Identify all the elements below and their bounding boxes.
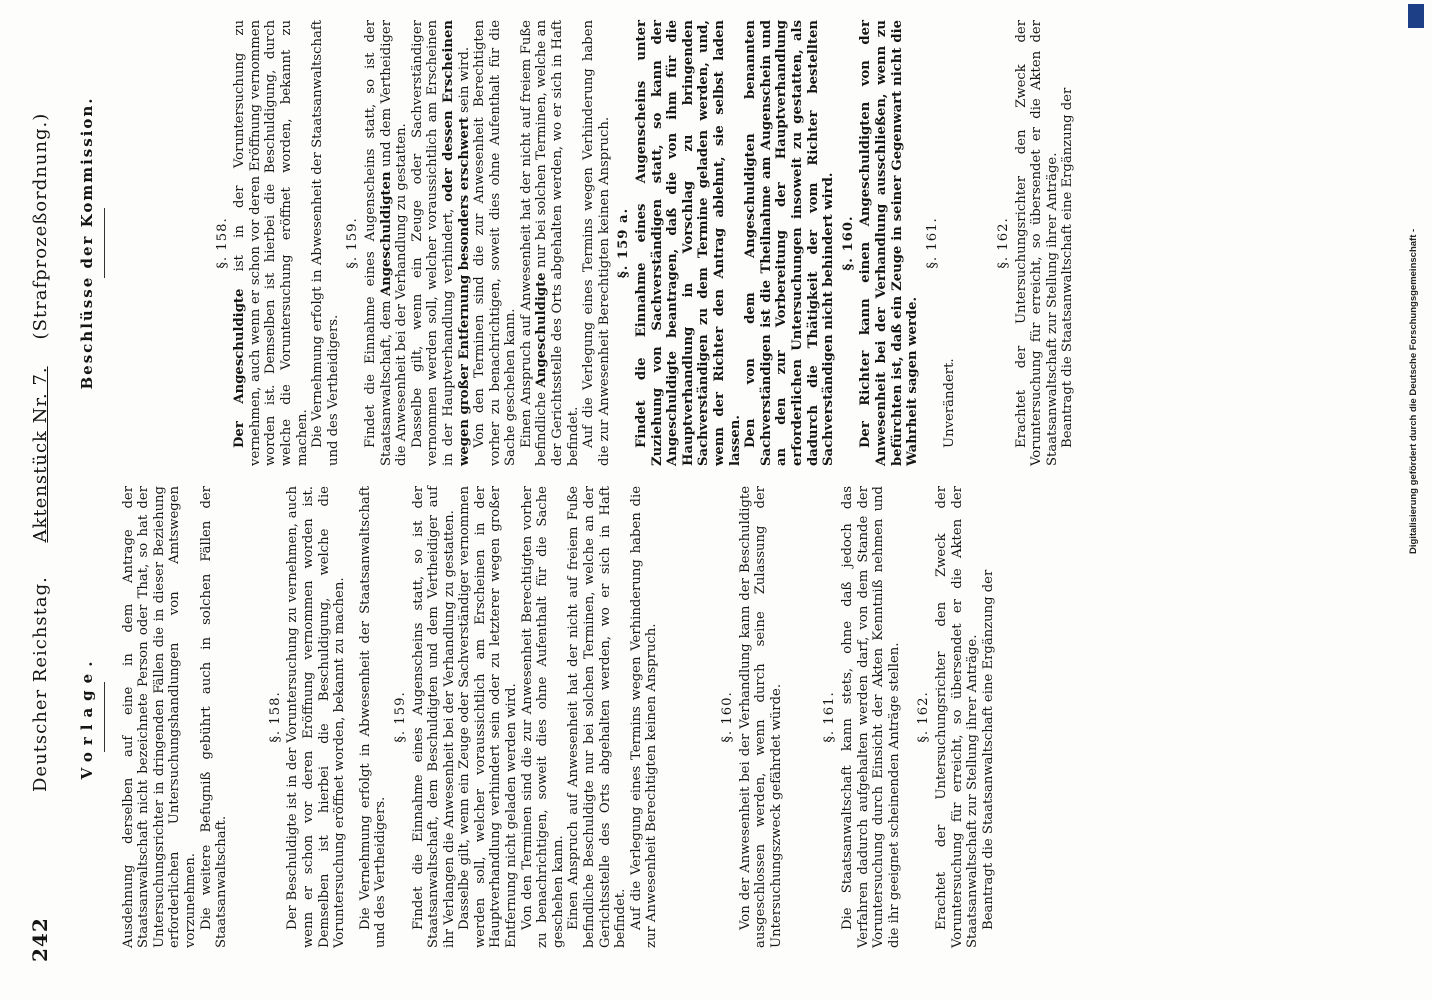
column-vorlage xyxy=(80,486,996,948)
emphasis: Der Angeschuldigte xyxy=(232,288,248,448)
emphasis: Angeschuldigte xyxy=(534,272,550,388)
paragraph: Der Richter kann einen Angeschuldigten von der Anwesenheit bei der Verhandlung ausschließen, wenn zu befürchten ist, daß ein Zeuge in seiner Gegenwart nicht die Wahrheit sagen werde. xyxy=(858,20,921,466)
paragraph: Dasselbe gilt, wenn ein Zeuge oder Sachverständiger vernommen werden soll, welcher voraussichtlich am Erscheinen in der Hauptverhandlung verhindert sein oder zu letzterer wegen großer Entfernung nicht geladen werden wird. xyxy=(457,486,520,948)
section-title: §. 160. xyxy=(840,215,856,271)
attachment-number: Aktenstück Nr. 7. xyxy=(30,366,51,543)
column-heading-kommission: Beschlüsse der Kommission. xyxy=(78,96,96,390)
column-heading-vorlage: Vorlage. xyxy=(78,654,96,780)
heading-rule xyxy=(104,208,105,278)
section-title: §. 159. xyxy=(392,691,408,743)
paragraph: Die Vernehmung erfolgt in Abwesenheit der Staatsanwaltschaft und des Vertheidigers. xyxy=(357,486,389,948)
emphasis: oder dessen Erscheinen wegen großer Entfernung besonders erschwert xyxy=(440,20,472,466)
paragraph: Findet die Einnahme eines Augenscheins statt, so ist der Staatsanwaltschaft, dem Beschuldigten und dem Vertheidiger auf ihr Verlangen die Anwesenheit bei der Verhandlung zu gestatten. xyxy=(410,486,457,948)
paragraph: Findet die Einnahme eines Augenscheins unter Zuziehung von Sachverständigen statt, so kann der Angeschuldigte beantragen, daß die von ihm für die Hauptverhandlung in Vorschlag zu bringenden Sachverständigen zu dem Termine geladen werden, und, wenn der Richter den Antrag ablehnt, sie selbst laden lassen. xyxy=(634,20,743,466)
column-kommission xyxy=(80,20,1076,466)
digitization-note: Digitalisierung gefördert durch die Deutsche Forschungsgemeinschaft - xyxy=(1408,228,1419,554)
paragraph: Von den Terminen sind die zur Anwesenheit Berechtigten vorher zu benachrichtigen, soweit dies ohne Aufenthalt für die Sache geschehen kann. xyxy=(519,486,566,948)
emphasis: Angeschuldigten xyxy=(378,171,394,297)
section-title: §. 158. xyxy=(267,691,283,743)
paragraph: Findet die Einnahme eines Augenscheins statt, so ist der Staatsanwaltschaft, dem Angeschuldigten und dem Vertheidiger die Anwesenheit bei der Verhandlung zu gestatten. xyxy=(362,20,410,466)
paragraph: Der Angeschuldigte ist in der Voruntersuchung zu vernehmen, auch wenn er schon vor deren Eröffnung vernommen worden ist. Demselben ist hierbei die Beschuldigung, durch welche die Voruntersuchung eröffnet worden, bekannt zu machen. xyxy=(232,19,310,466)
section-title: §. 162. xyxy=(916,691,932,743)
publication-title: Deutscher Reichstag. xyxy=(30,576,51,792)
heading-rule xyxy=(104,682,105,752)
paragraph: Beantragt die Staatsanwaltschaft eine Ergänzung der xyxy=(1060,87,1076,448)
paragraph: Die Staatsanwaltschaft kann stets, ohne daß jedoch das Verfahren dadurch aufgehalten werden darf, von dem Stande der Voruntersuchung durch Einsicht der Akten Kenntniß nehmen und die ihr geeignet scheinenden Anträge stellen. xyxy=(839,486,902,948)
paragraph: Ausdehnung derselben auf eine in dem Antrage der Staatsanwaltschaft nicht bezeichnete Person oder That, so hat der Untersuchungsrichter in dringenden Fällen die in dieser Beziehung erforderlichen Untersuchungshandlungen von Amtswegen vorzunehmen. xyxy=(120,486,198,948)
paragraph: Einen Anspruch auf Anwesenheit hat der nicht auf freiem Fuße befindliche Angeschuldigte nur bei solchen Terminen, welche an der Gerichtsstelle des Orts abgehalten werden, wo er sich in Haft befindet. xyxy=(518,20,581,466)
paragraph: Der Beschuldigte ist in der Voruntersuchung zu vernehmen, auch wenn er schon vor deren Eröffnung vernommen worden ist. Demselben ist hierbei die Beschuldigung, welche die Voruntersuchung eröffnet worden, bekannt zu machen. xyxy=(285,486,348,948)
paragraph: Von den Terminen sind die zur Anwesenheit Berechtigten vorher zu benachrichtigen, soweit dies ohne Aufenthalt für die Sache geschehen kann. xyxy=(472,20,519,466)
digitization-sidebar xyxy=(1406,6,1426,566)
running-head xyxy=(30,113,51,792)
section-title: §. 159. xyxy=(345,217,361,269)
section-title: §. 161. xyxy=(924,217,940,269)
paragraph: Von der Anwesenheit bei der Verhandlung kann der Beschuldigte ausgeschlossen werden, wenn durch seine Zulassung der Untersuchungszweck gefährdet würde. xyxy=(737,486,784,948)
page-number: 242 xyxy=(28,917,52,962)
paragraph: Auf die Verlegung eines Termins wegen Verhinderung haben die zur Anwesenheit Berechtigten keinen Anspruch. xyxy=(581,20,612,466)
document-subject: (Strafprozeßordnung.) xyxy=(30,112,51,340)
paragraph: Beantragt die Staatsanwaltschaft eine Ergänzung der xyxy=(980,569,996,930)
paragraph: Unverändert. xyxy=(942,358,958,448)
paragraph: Erachtet der Untersuchungsrichter den Zweck der Voruntersuchung für erreicht, so übersendet er die Akten der Staatsanwaltschaft zur Stellung ihrer Anträge. xyxy=(933,486,981,948)
paragraph: Auf die Verlegung eines Termins wegen Verhinderung haben die zur Anwesenheit Berechtigten keinen Anspruch. xyxy=(628,486,660,948)
page-header xyxy=(28,30,62,962)
paragraph: Einen Anspruch auf Anwesenheit hat der nicht auf freiem Fuße befindliche Beschuldigte nur bei solchen Terminen, welche an der Gerichtsstelle des Orts abgehalten werden, wo er sich in Haft befindet. xyxy=(566,486,629,948)
section-title: §. 158. xyxy=(214,217,230,269)
section-title: §. 162. xyxy=(995,217,1011,269)
paragraph: Die Vernehmung erfolgt in Abwesenheit der Staatsanwaltschaft und des Vertheidigers. xyxy=(310,20,341,466)
section-title: §. 159 a. xyxy=(616,207,632,279)
paragraph: Dasselbe gilt, wenn ein Zeuge oder Sachverständiger vernommen werden soll, welcher voraussichtlich am Erscheinen in der Hauptverhandlung verhindert, oder dessen Erscheinen wegen großer Entfernung besonders erschwert sein wird. xyxy=(409,20,472,466)
paragraph: Den von dem Angeschuldigten benannten Sachverständigen ist die Theilnahme am Augenschein und an den zur Vorbereitung der Hauptverhandlung erforderlichen Untersuchungen insoweit zu gestatten, als dadurch die Thätigkeit der vom Richter bestellten Sachverständigen nicht behindert wird. xyxy=(743,20,837,466)
section-title: §. 160. xyxy=(720,691,735,743)
paragraph: Erachtet der Untersuchungsrichter den Zweck der Voruntersuchung für erreicht, so übersendet er die Akten der Staatsanwaltschaft zur Stellung ihrer Anträge. xyxy=(1013,20,1060,466)
paragraph: Die weitere Befugniß gebührt auch in solchen Fällen der Staatsanwaltschaft. xyxy=(198,486,230,948)
section-title: §. 161. xyxy=(822,691,838,743)
